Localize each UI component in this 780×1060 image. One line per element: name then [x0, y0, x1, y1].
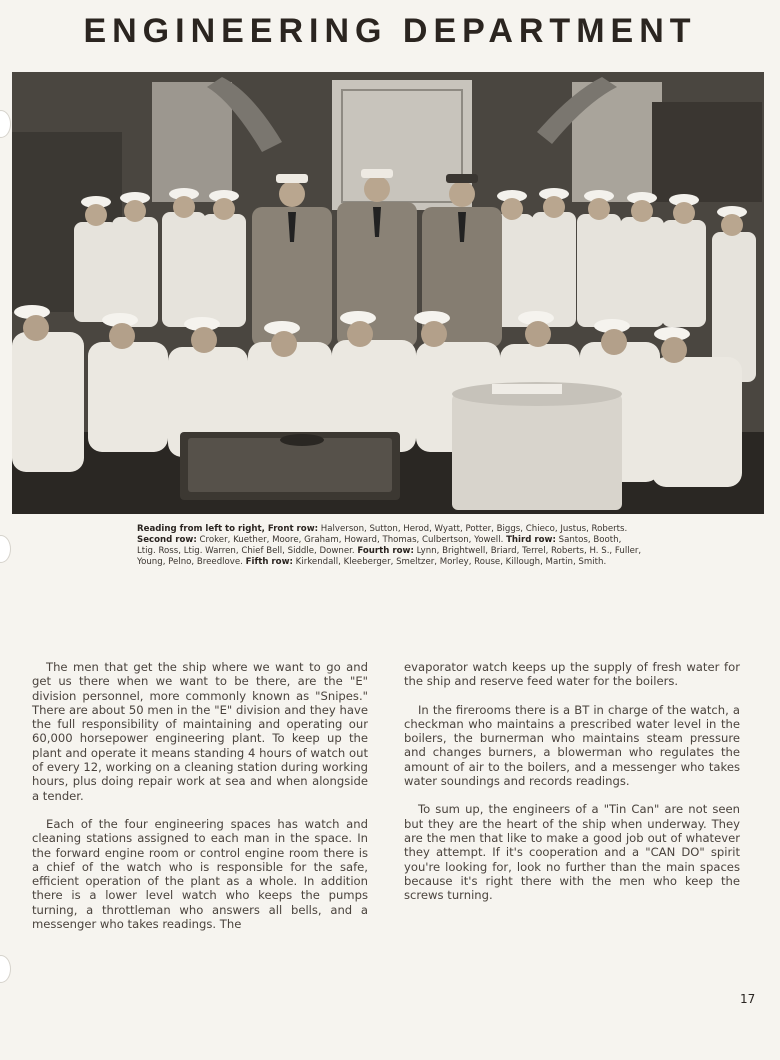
caption-row-label: Fourth row:	[357, 546, 414, 556]
body-column-left	[32, 660, 368, 945]
binder-hole-top	[0, 110, 11, 138]
caption-row-names: Kirkendall, Kleeberger, Smeltzer, Morley, Rouse, Killough, Martin, Smith.	[292, 557, 607, 567]
photo-illustration	[12, 72, 764, 514]
caption-row-label: Fifth row:	[245, 557, 293, 567]
deck-hatch	[180, 432, 400, 500]
photo-caption	[137, 524, 642, 568]
body-paragraph: In the firerooms there is a BT in charge of the watch, a checkman who maintains a prescribed water level in the boilers, the burnerman who maintains steam pressure and changes burners, a blowerman who regulates the amount of air to the boilers, and a messenger who takes water soundings and records readings.	[404, 702, 740, 789]
binder-hole-middle	[0, 535, 11, 563]
group-photo	[12, 72, 764, 514]
caption-row-label: Front row:	[267, 524, 319, 534]
caption-row-label: Second row:	[137, 535, 197, 545]
bulkhead-left	[152, 82, 232, 202]
caption-row-label: Third row:	[506, 535, 556, 545]
body-paragraph: Each of the four engineering spaces has watch and cleaning stations assigned to each man in the space. In the forward engine room or control engine room there is a chief of the watch who is responsible for the safe, efficient operation of the plant as a whole. In addition there is a lower level watch who keeps the pumps turning, a throttleman who answers all bells, and a messenger who takes readings. The	[32, 816, 368, 932]
body-paragraph: To sum up, the engineers of a "Tin Can" are not seen but they are the heart of the ship when underway. They are the men that like to make a good job out of whatever they attempt. If it's cooperation and a "CAN DO" spirit you're looking for, look no further than the main spaces because it's right there with the men who keep the screws turning.	[404, 802, 740, 903]
body-paragraph: evaporator watch keeps up the supply of fresh water for the ship and reserve feed water for the boilers.	[404, 660, 740, 689]
caption-row-names: Halverson, Sutton, Herod, Wyatt, Potter, Biggs, Chieco, Justus, Roberts.	[318, 524, 628, 534]
body-column-right	[404, 660, 740, 916]
binder-hole-bottom	[0, 955, 11, 983]
caption-row-names: Croker, Kuether, Moore, Graham, Howard, Thomas, Culbertson, Yowell.	[196, 535, 507, 545]
caption-intro: Reading from left to right,	[137, 524, 268, 534]
body-paragraph: The men that get the ship where we want to go and get us there when we want to be there, are the "E" division personnel, more commonly known as "Snipes." There are about 50 men in the "E" division and they have the full responsibility of maintaining and operating our 60,000 horsepower engineering plant. To keep up the plant and operate it means standing 4 hours of watch out of every 12, working on a cleaning station during working hours, plus doing repair work at sea and when alongside a tender.	[32, 660, 368, 803]
page-title: ENGINEERING DEPARTMENT	[83, 12, 697, 50]
officers	[252, 169, 502, 347]
caption-row-names: Santos, Booth, Ltig. Ross, Ltig. Warren, Chief Bell, Siddle, Downer.	[137, 535, 622, 556]
page-number: 17	[740, 992, 756, 1006]
capstan	[452, 382, 622, 510]
caption-row-names: Lynn, Brightwell, Briard, Terrel, Roberts, H. S., Fuller, Young, Pelno, Breedlove.	[137, 546, 642, 567]
